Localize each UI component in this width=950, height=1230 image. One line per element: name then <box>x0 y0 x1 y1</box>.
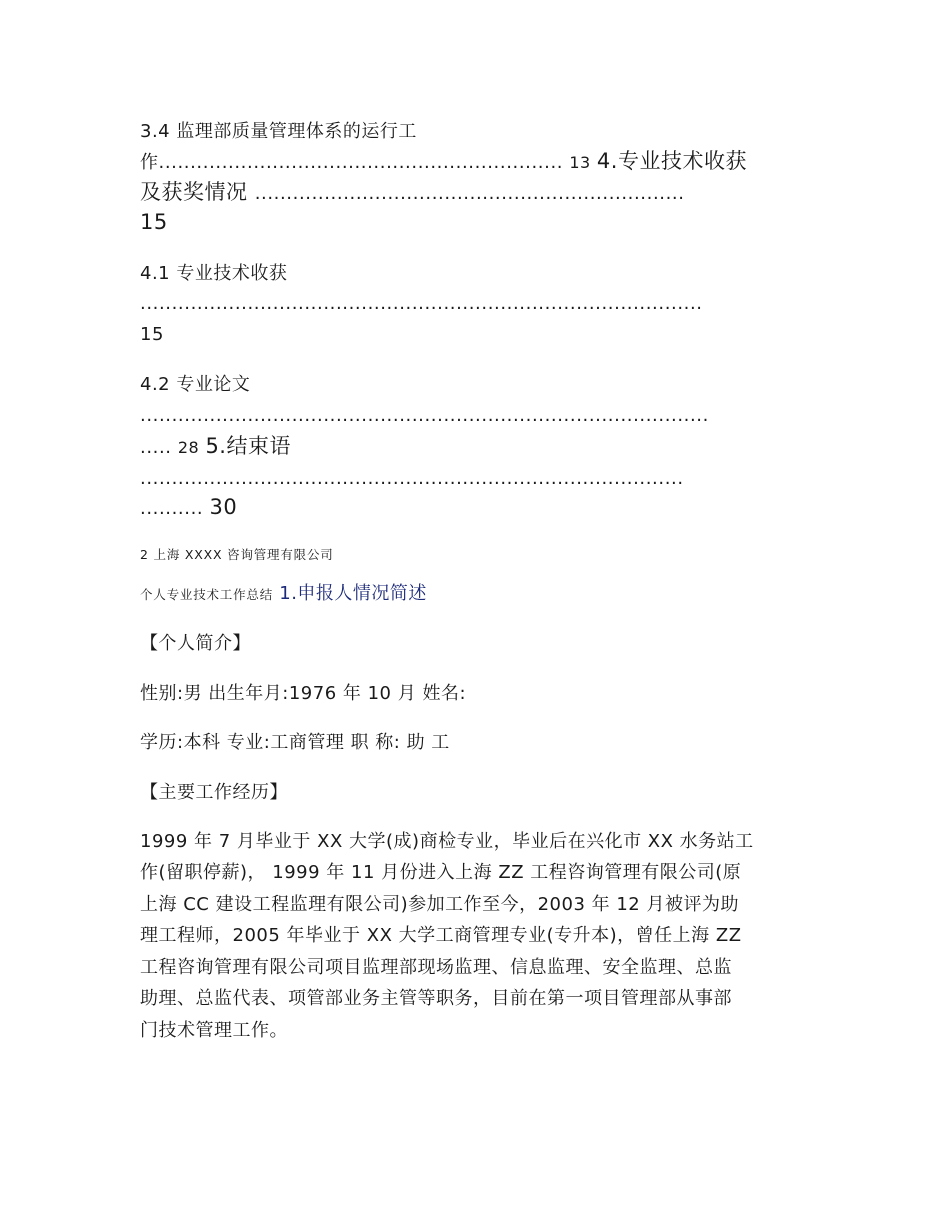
doc-title: 个人专业技术工作总结 <box>140 587 274 602</box>
toc-item-4-dots: .................................................................... <box>254 183 685 204</box>
experience-line-1: 1999 年 7 月毕业于 XX 大学(成)商检专业，毕业后在兴化市 XX 水务站工 <box>140 831 754 852</box>
toc-item-4-page: 15 <box>140 210 168 234</box>
toc-item-3-4-line <box>140 149 747 175</box>
toc-item-4-2-dots-cont: ..... <box>140 437 172 458</box>
toc-item-5-dots: ...................................................................................... <box>140 468 684 489</box>
intro-heading: 【个人简介】 <box>140 633 251 654</box>
toc-item-4-2-title: 4.2 专业论文 <box>140 374 251 395</box>
toc-item-3-4-page: 13 <box>569 153 591 172</box>
toc-item-4-2-line <box>140 434 291 460</box>
experience-line-4: 理工程师，2005 年毕业于 XX 大学工商管理专业(专升本)，曾任上海 ZZ <box>140 925 742 946</box>
toc-item-3-4-dots: ................................................................ <box>158 152 564 173</box>
toc-item-3-4-cont: 作 <box>140 152 159 173</box>
toc-item-4-1-page: 15 <box>140 324 164 345</box>
toc-item-5-dots-cont: .......... <box>140 498 204 519</box>
experience-line-5: 工程咨询管理有限公司项目监理部现场监理、信息监理、安全监理、总监 <box>140 957 732 978</box>
page-footer <box>140 543 334 567</box>
profile-line-2: 学历:本科 专业:工商管理 职 称: 助 工 <box>140 732 450 753</box>
toc-item-4-line <box>140 180 685 206</box>
toc-item-4-title: 4.专业技术收获 <box>596 149 747 173</box>
toc-item-4-2-dots: .......................................................................................... <box>140 405 709 426</box>
toc-item-3-4-title: 3.4 监理部质量管理体系的运行工 <box>140 121 417 142</box>
experience-heading: 【主要工作经历】 <box>140 782 288 803</box>
toc-item-5-title: 5.结束语 <box>205 434 291 458</box>
experience-line-6: 助理、总监代表、项管部业务主管等职务，目前在第一项目管理部从事部 <box>140 988 732 1009</box>
profile-line-1: 性别:男 出生年月:1976 年 10 月 姓名: <box>140 683 467 704</box>
experience-line-2: 作(留职停薪)， 1999 年 11 月份进入上海 ZZ 工程咨询管理有限公司(原 <box>140 862 742 883</box>
toc-item-5-page: 30 <box>209 495 238 519</box>
toc-item-4-1-title: 4.1 专业技术收获 <box>140 263 288 284</box>
toc-item-4-1-dots: ......................................................................................... <box>140 293 703 314</box>
toc-item-5-line <box>140 495 237 521</box>
experience-line-3: 上海 CC 建设工程监理有限公司)参加工作至今，2003 年 12 月被评为助 <box>140 894 739 915</box>
toc-item-4-title-cont: 及获奖情况 <box>140 180 248 204</box>
page-number: 2 <box>140 547 149 562</box>
experience-line-7: 门技术管理工作。 <box>140 1020 288 1041</box>
doc-header <box>140 582 427 607</box>
company-name: 上海 XXXX 咨询管理有限公司 <box>153 547 334 562</box>
section-title: 1.申报人情况简述 <box>279 583 427 604</box>
toc-item-4-2-page: 28 <box>177 438 200 457</box>
